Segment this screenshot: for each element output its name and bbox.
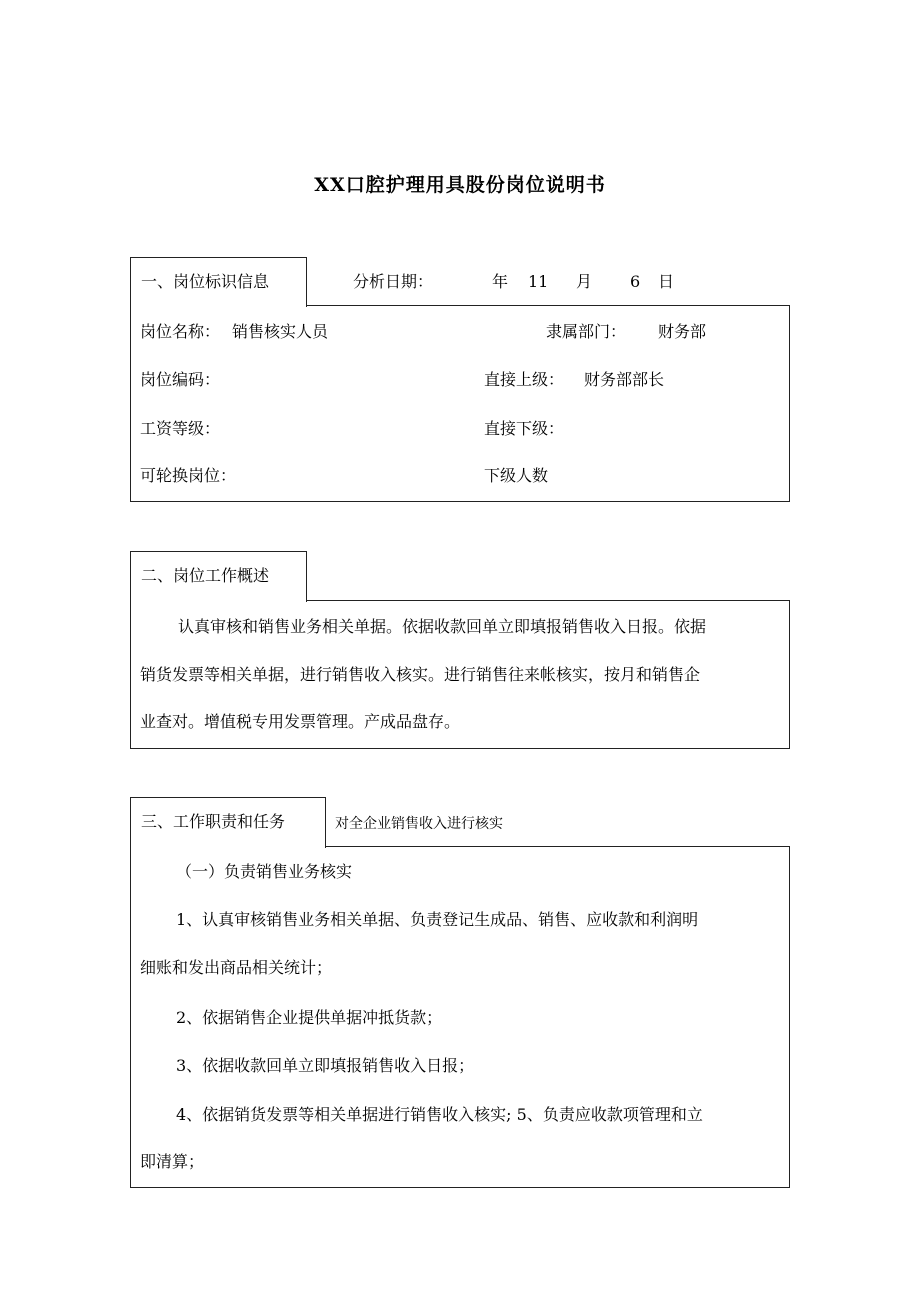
rotatable-position-label: 可轮换岗位： [140,466,237,485]
position-name-label: 岗位名称： [140,322,221,341]
duty-line-6: 即清算； [140,1152,205,1171]
duty-line-4: 3、依据收款回单立即填报销售收入日报； [176,1056,475,1075]
position-name-value: 销售核实人员 [232,322,329,341]
duty-line-2: 细账和发出商品相关统计； [140,958,333,977]
department-value: 财务部 [658,322,707,341]
direct-superior-label: 直接上级： [484,370,565,389]
summary-line-1: 认真审核和销售业务相关单据。依据收款回单立即填报销售收入日报。依据 [178,617,707,636]
salary-grade-label: 工资等级： [140,419,221,438]
section3-side-note: 对全企业销售收入进行核实 [335,816,503,832]
duty-subheading: （一）负责销售业务核实 [176,862,353,881]
subordinate-count-label: 下级人数 [484,466,549,485]
summary-line-3: 业查对。增值税专用发票管理。产成品盘存。 [140,712,461,731]
duty-line-3: 2、依据销售企业提供单据冲抵货款； [176,1008,443,1027]
summary-line-2: 销货发票等相关单据，进行销售收入核实。进行销售往来帐核实，按月和销售企 [140,665,701,684]
analysis-year-unit: 年 [492,272,509,291]
section3-header: 三、工作职责和任务 [130,797,326,848]
position-code-label: 岗位编码： [140,370,221,389]
analysis-day-value: 6 [630,272,641,291]
section2-header: 二、岗位工作概述 [130,551,307,602]
duty-line-5: 4、依据销货发票等相关单据进行销售收入核实; 5、负责应收款项管理和立 [176,1105,703,1124]
section1-header: 一、岗位标识信息 [130,257,307,307]
duty-line-1: 1、认真审核销售业务相关单据、负责登记生成品、销售、应收款和利润明 [176,910,699,929]
analysis-day-unit: 日 [658,272,675,291]
document-title: XX口腔护理用具股份岗位说明书 [314,174,606,196]
direct-subordinate-label: 直接下级： [484,419,565,438]
analysis-date-label: 分析日期： [353,272,434,291]
analysis-month-unit: 月 [576,272,593,291]
department-label: 隶属部门： [546,322,627,341]
direct-superior-value: 财务部部长 [584,370,665,389]
analysis-month-value: 11 [528,272,549,291]
